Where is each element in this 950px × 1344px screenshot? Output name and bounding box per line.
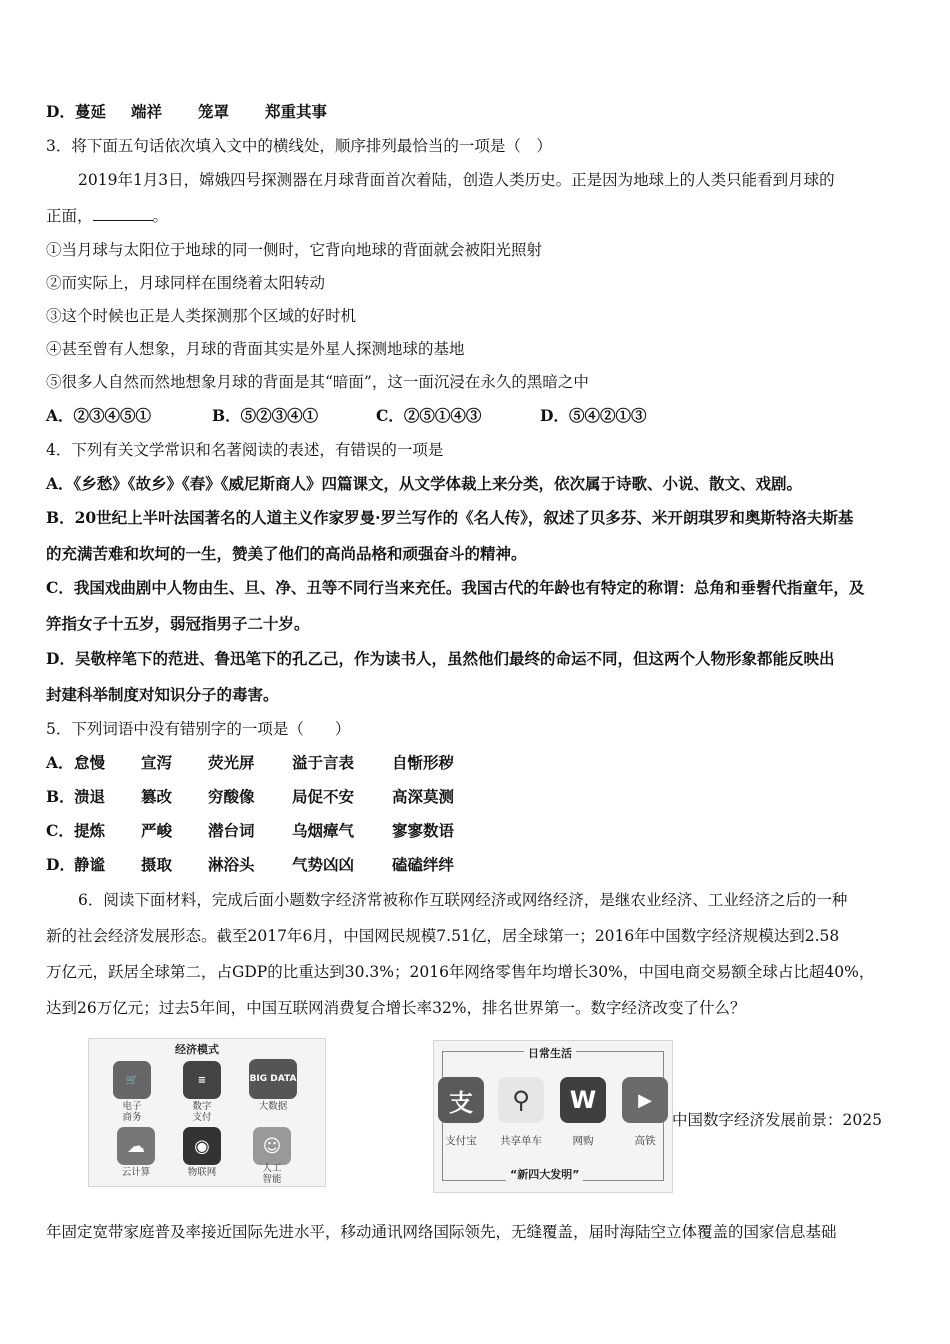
icon-label: 人工 智能 xyxy=(262,1163,282,1185)
word: 溢于言表 xyxy=(292,753,355,772)
q6-line1: 6．阅读下面材料，完成后面小题数字经济常被称作互联网经济或网络经济，是继农业经济、工业经济之后的一种 xyxy=(78,891,848,909)
word: 寥寥数语 xyxy=(392,821,455,840)
word: 穷酸像 xyxy=(208,787,255,806)
word: 自惭形秽 xyxy=(392,753,455,772)
word: 摄取 xyxy=(141,855,173,874)
word: 荧光屏 xyxy=(208,753,255,772)
figure-title: 日常生活 xyxy=(524,1045,576,1061)
q3-stem: 3．将下面五句话依次填入文中的横线处，顺序排列最恰当的一项是（ ） xyxy=(46,137,552,155)
q5-option-a xyxy=(46,753,454,773)
q6-last-line: 年固定宽带家庭普及率接近国际先进水平，移动通讯网络国际领先，无缝覆盖，届时海陆空立体覆盖的国家信息基础 xyxy=(46,1223,837,1241)
word: 严峻 xyxy=(141,821,173,840)
figure-daily-life xyxy=(433,1040,673,1193)
q6-line2: 新的社会经济发展形态。截至2017年6月，中国网民规模7.51亿，居全球第一；2016年中国数字经济规模达到2.58 xyxy=(46,927,840,945)
big-data-icon: BIG DATA xyxy=(249,1059,297,1099)
word: 气势凶凶 xyxy=(292,855,355,874)
cloud-computing-icon: ☁ xyxy=(117,1127,155,1165)
q5-option-d xyxy=(46,855,454,875)
word: 郑重其事 xyxy=(264,102,327,121)
option-b: B．⑤②③④① xyxy=(212,406,319,425)
q3-sentence-4: ④甚至曾有人想象，月球的背面其实是外星人探测地球的基地 xyxy=(46,340,465,358)
figure-title: 经济模式 xyxy=(175,1043,219,1056)
q2-option-d xyxy=(46,102,327,122)
option-label: C． xyxy=(46,821,74,840)
q3-options xyxy=(46,406,646,426)
passage-text: 正面， xyxy=(46,207,93,225)
q3-sentence-3: ③这个时候也正是人类探测那个区域的好时机 xyxy=(46,307,357,325)
option-label: D． xyxy=(46,102,75,121)
q3-sentence-5: ⑤很多人自然而然地想象月球的背面是其“暗面”，这一面沉浸在永久的黑暗之中 xyxy=(46,373,589,391)
online-shopping-icon: W xyxy=(560,1077,606,1123)
q6-line3: 万亿元，跃居全球第二，占GDP的比重达到30.3%；2016年网络零售年均增长30%，中国电商交易额全球占比超40%， xyxy=(46,963,875,981)
icon-label: 电子 商务 xyxy=(122,1101,142,1123)
icon-label: 网购 xyxy=(572,1135,594,1147)
option-d: D．⑤④②①③ xyxy=(540,406,647,425)
fill-blank xyxy=(93,206,153,221)
digital-payment-icon: ≡ xyxy=(183,1061,221,1099)
word: 端祥 xyxy=(130,102,162,121)
q5-option-c xyxy=(46,821,454,841)
option-label: D． xyxy=(46,855,75,874)
q4-stem: 4．下列有关文学常识和名著阅读的表述，有错误的一项是 xyxy=(46,441,444,459)
q4-option-a: A．《乡愁》《故乡》《春》《威尼斯商人》四篇课文，从文学体裁上来分类，依次属于诗歌、小说、散文、戏剧。 xyxy=(46,474,803,493)
word: 乌烟瘴气 xyxy=(292,821,355,840)
option-a: A．②③④⑤① xyxy=(46,406,152,425)
q5-option-b xyxy=(46,787,454,807)
icon-label: 支付宝 xyxy=(445,1135,477,1147)
icon-label: 数字 支付 xyxy=(192,1101,212,1123)
word: 高深莫测 xyxy=(392,787,455,806)
q4-option-c-line1: C．我国戏曲剧中人物由生、旦、净、丑等不同行当来充任。我国古代的年龄也有特定的称谓：总角和垂髫代指童年，及 xyxy=(46,578,865,597)
figure-economy-modes xyxy=(88,1038,326,1187)
option-label: B． xyxy=(46,787,75,806)
q6-line4: 达到26万亿元；过去5年间，中国互联网消费复合增长率32%，排名世界第一。数字经济改变了什么？ xyxy=(46,999,746,1017)
word: 潜台词 xyxy=(208,821,255,840)
q3-sentence-2: ②而实际上，月球同样在围绕着太阳转动 xyxy=(46,274,326,292)
word: 磕磕绊绊 xyxy=(392,855,455,874)
word: 宣泻 xyxy=(141,753,173,772)
word: 提炼 xyxy=(74,821,106,840)
q4-option-c-line2: 笄指女子十五岁，弱冠指男子二十岁。 xyxy=(46,614,310,633)
icon-label: 高铁 xyxy=(634,1135,656,1147)
icon-label: 共享单车 xyxy=(500,1135,542,1147)
word: 溃退 xyxy=(74,787,106,806)
ecommerce-icon: 🛒 xyxy=(113,1061,151,1099)
word: 局促不安 xyxy=(292,787,355,806)
q4-option-d-line1: D．吴敬梓笔下的范进、鲁迅笔下的孔乙己，作为读书人，虽然他们最终的命运不同，但这两个人物形象都能反映出 xyxy=(46,649,835,668)
q4-option-b-line1: B．20世纪上半叶法国著名的人道主义作家罗曼·罗兰写作的《名人传》，叙述了贝多芬、米开朗琪罗和奥斯特洛夫斯基 xyxy=(46,508,854,527)
q6-after-images: 中国数字经济发展前景：2025 xyxy=(672,1111,882,1129)
iot-icon: ◉ xyxy=(183,1127,221,1165)
bicycle-icon: ⚲ xyxy=(498,1077,544,1123)
word: 篡改 xyxy=(141,787,173,806)
q5-stem: 5．下列词语中没有错别字的一项是（ ） xyxy=(46,720,351,738)
q3-passage-line1: 2019年1月3日，嫦娥四号探测器在月球背面首次着陆，创造人类历史。正是因为地球上的人类只能看到月球的 xyxy=(78,171,835,189)
icon-label: 大数据 xyxy=(258,1101,288,1112)
icon-label: 云计算 xyxy=(121,1167,151,1178)
high-speed-rail-icon: ▶ xyxy=(622,1077,668,1123)
icon-label: 物联网 xyxy=(187,1167,217,1178)
word: 笼罩 xyxy=(197,102,229,121)
q3-sentence-1: ①当月球与太阳位于地球的同一侧时，它背向地球的背面就会被阳光照射 xyxy=(46,241,543,259)
word: 蔓延 xyxy=(74,102,106,121)
q4-option-d-line2: 封建科举制度对知识分子的毒害。 xyxy=(46,685,279,704)
ai-icon: ☺ xyxy=(253,1127,291,1165)
option-label: A． xyxy=(46,753,74,772)
option-c: C．②⑤①④③ xyxy=(376,406,482,425)
word: 怠慢 xyxy=(74,753,106,772)
figure-footer: “新四大发明” xyxy=(506,1166,583,1182)
q4-option-b-line2: 的充满苦难和坎坷的一生，赞美了他们的高尚品格和顽强奋斗的精神。 xyxy=(46,544,527,563)
word: 静谧 xyxy=(74,855,106,874)
alipay-icon: 支 xyxy=(438,1077,484,1123)
q3-passage-line2 xyxy=(46,206,168,226)
passage-text: 。 xyxy=(152,207,169,225)
word: 淋浴头 xyxy=(208,855,255,874)
